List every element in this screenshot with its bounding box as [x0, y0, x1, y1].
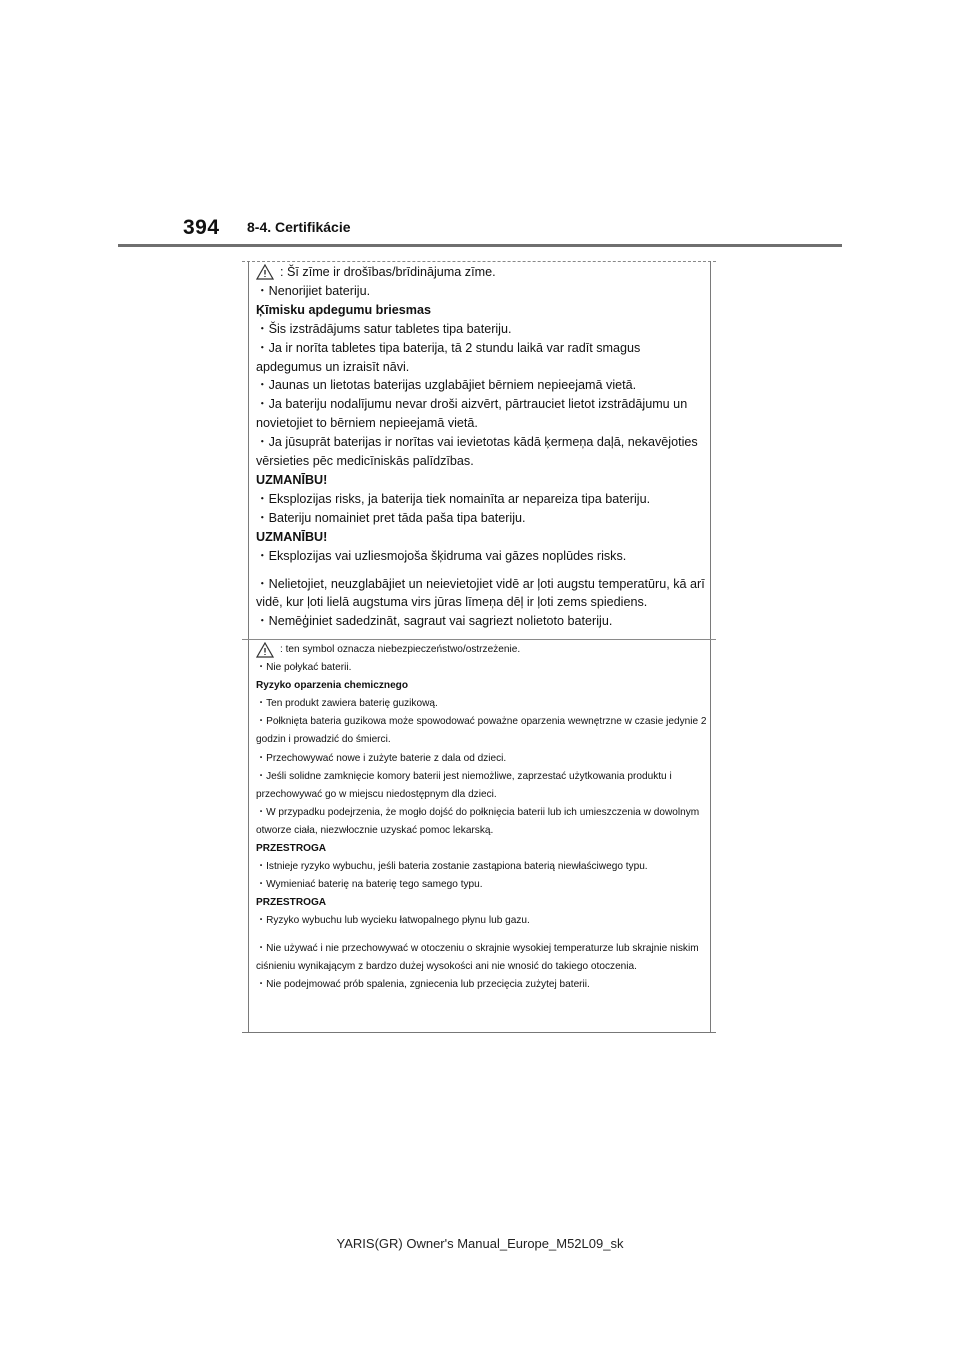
warning-item: [256, 509, 708, 528]
paragraph-gap: [256, 566, 708, 575]
text: ・Nelietojiet, neuzglabājiet un neievietojiet vidē ar ļoti augstu temperatūru, kā arī vidē, kur ļoti lielā augstuma virs jūras līmeņa dēļ ir ļoti zems spiediens.: [256, 576, 705, 610]
warning-item: [256, 750, 710, 768]
warning-heading: [256, 301, 708, 320]
polish-warning-box: [248, 639, 710, 1033]
warning-item: [256, 695, 710, 713]
warning-item: [256, 976, 710, 994]
text: PRZESTROGA: [256, 897, 327, 909]
warning-item: [256, 804, 710, 840]
warning-item: [256, 339, 708, 377]
warning-heading: [256, 840, 710, 858]
text: UZMANĪBU!: [256, 529, 328, 544]
warning-item: [256, 858, 710, 876]
text: ・Jaunas un lietotas baterijas uzglabājiet bērniem nepieejamā vietā.: [256, 378, 637, 393]
text: ・Ja ir norīta tabletes tipa baterija, tā 2 stundu laikā var radīt smagus apdegumus un izraisīt nāvi.: [256, 340, 641, 374]
text: ・Ja jūsuprāt baterijas ir norītas vai ievietotas kādā ķermeņa daļā, nekavējoties vērsieties pēc medicīniskās palīdzības.: [256, 435, 698, 469]
text: PRZESTROGA: [256, 843, 327, 855]
text: ・Šis izstrādājums satur tabletes tipa bateriju.: [256, 321, 512, 336]
polish-text: [256, 641, 710, 994]
warning-item: [256, 395, 708, 433]
warning-item: [256, 282, 708, 301]
warning-item: [256, 659, 710, 677]
text: ・Eksplozijas risks, ja baterija tiek nomainīta ar nepareiza tipa bateriju.: [256, 491, 651, 506]
text: ・Połknięta bateria guzikowa może spowodować poważne oparzenia wewnętrzne w czasie jedynie 2 godzin i prowadzić do śmierci.: [256, 716, 707, 746]
warning-item: [256, 876, 710, 894]
text: ・Ryzyko wybuchu lub wycieku łatwopalnego płynu lub gazu.: [256, 915, 530, 927]
warning-item: [256, 612, 708, 631]
text: Ķīmisku apdegumu briesmas: [256, 302, 431, 317]
text: : ten symbol oznacza niebezpieczeństwo/ostrzeżenie.: [280, 644, 521, 655]
warning-item: [256, 433, 708, 471]
text: ・Ja bateriju nodalījumu nevar droši aizvērt, pārtrauciet lietot izstrādājumu un novietojiet to bērniem nepieejamā vietā.: [256, 397, 688, 431]
warning-heading: [256, 471, 708, 490]
text: ・Wymieniać baterię na baterię tego samego typu.: [256, 879, 483, 891]
warning-item: [256, 940, 710, 976]
warning-triangle-icon: [256, 264, 274, 280]
warning-item: [256, 768, 710, 804]
text: ・Nemēģiniet sadedzināt, sagraut vai sagriezt nolietoto bateriju.: [256, 614, 613, 629]
header-rule: [118, 244, 842, 247]
warning-heading: [256, 677, 710, 695]
text: ・Nie podejmować prób spalenia, zgniecenia lub przecięcia zużytej baterii.: [256, 978, 590, 990]
text: ・Ten produkt zawiera baterię guzikową.: [256, 698, 438, 710]
text: ・W przypadku podejrzenia, że mogło dojść do połknięcia baterii lub ich umieszczenia w dowolnym otworze ciała, niezwłocznie uzyskać pomoc lekarską.: [256, 806, 700, 836]
warning-heading: [256, 894, 710, 912]
text: ・Eksplozijas vai uzliesmojoša šķidruma vai gāzes noplūdes risks.: [256, 548, 627, 563]
page-number: 394: [183, 216, 220, 239]
latvian-warning-box: [248, 261, 710, 639]
footer-manual-id: YARIS(GR) Owner's Manual_Europe_M52L09_sk: [336, 1236, 624, 1251]
text: : Šī zīme ir drošības/brīdinājuma zīme.: [280, 265, 496, 279]
warning-item: [256, 376, 708, 395]
certification-scan: [242, 261, 716, 1033]
warning-item: [256, 320, 708, 339]
symbol-legend: [256, 263, 708, 282]
right-border: [710, 261, 711, 1033]
warning-triangle-icon: [256, 642, 274, 658]
text: ・Nie połykać baterii.: [256, 662, 352, 674]
text: ・Jeśli solidne zamknięcie komory baterii jest niemożliwe, zaprzestać użytkowania produktu i przechowywać go w miejscu niedostępnym dla dzieci.: [256, 770, 672, 800]
text: Ryzyko oparzenia chemicznego: [256, 680, 409, 692]
text: ・Istnieje ryzyko wybuchu, jeśli bateria zostanie zastąpiona baterią niewłaściwego typu.: [256, 861, 648, 873]
warning-item: [256, 547, 708, 566]
warning-heading: [256, 528, 708, 547]
text: ・Przechowywać nowe i zużyte baterie z dala od dzieci.: [256, 752, 507, 764]
bottom-border: [242, 1032, 716, 1033]
text: ・Nie używać i nie przechowywać w otoczeniu o skrajnie wysokiej temperaturze lub skrajnie niskim ciśnieniu wynikającym z bardzo dużej wysokości ani nie wnosić do takiego otoczenia.: [256, 942, 699, 972]
text: ・Bateriju nomainiet pret tāda paša tipa bateriju.: [256, 510, 526, 525]
latvian-text: [256, 263, 708, 631]
paragraph-gap: [256, 931, 710, 940]
warning-item: [256, 575, 708, 613]
warning-item: [256, 713, 710, 749]
text: UZMANĪBU!: [256, 472, 328, 487]
warning-item: [256, 912, 710, 930]
warning-item: [256, 490, 708, 509]
text: ・Nenorijiet bateriju.: [256, 283, 371, 298]
symbol-legend: [256, 641, 710, 659]
section-title: 8-4. Certifikácie: [247, 219, 351, 235]
